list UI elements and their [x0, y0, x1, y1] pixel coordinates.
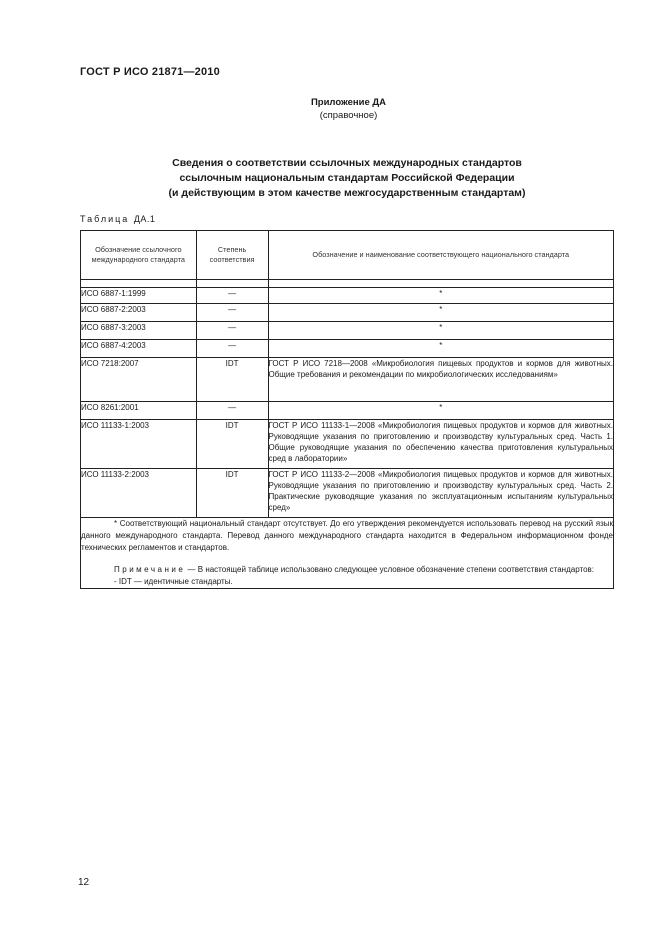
footnote-text: * Соответствующий национальный стандарт отсутствует. До его утверждения рекомендуется использовать перевод на русский язык данного международного стандарта. Перевод данного международного стандарта находится в Федеральном информационном фонде технических регламентов и стандартов. [81, 519, 613, 552]
table-header-row [81, 231, 614, 280]
heading-line-1: Сведения о соответствии ссылочных международных стандартов [172, 157, 522, 169]
table-label-number: ДА.1 [133, 214, 156, 224]
heading-line-3: (и действующим в этом качестве межгосударственным стандартам) [168, 187, 526, 199]
table-footnote-cell [81, 518, 614, 589]
note-paragraph [81, 564, 613, 576]
table-row [81, 358, 614, 402]
cell-ref: ИСО 6887-4:2003 [81, 340, 197, 358]
cell-ref: ИСО 11133-2:2003 [81, 469, 197, 518]
cell-standard: ГОСТ Р ИСО 7218—2008 «Микробиология пищевых продуктов и кормов для животных. Общие требования и рекомендации по микробиологических исследованиям» [268, 358, 614, 402]
note-text: — В настоящей таблице использовано следующее условное обозначение степени соответствия стандартов: [185, 565, 594, 574]
note-item: - IDT — идентичные стандарты. [114, 577, 233, 586]
cell-standard: * [268, 304, 614, 322]
table-row [81, 402, 614, 420]
table-row [81, 288, 614, 304]
cell-standard: * [268, 288, 614, 304]
cell-degree: IDT [196, 469, 268, 518]
annex-subtitle: (справочное) [319, 110, 378, 121]
document-code: ГОСТ Р ИСО 21871—2010 [80, 66, 220, 78]
cell-standard: * [268, 322, 614, 340]
cell-degree: — [196, 322, 268, 340]
cell-ref: ИСО 6887-2:2003 [81, 304, 197, 322]
cell-ref: ИСО 7218:2007 [81, 358, 197, 402]
cell-degree: IDT [196, 358, 268, 402]
table-footnote-row [81, 518, 614, 589]
table-row [81, 304, 614, 322]
table-row [81, 469, 614, 518]
table-label [80, 214, 155, 224]
cell-degree: — [196, 304, 268, 322]
table-row [81, 420, 614, 469]
cell-degree: IDT [196, 420, 268, 469]
cell-degree: — [196, 340, 268, 358]
page-number: 12 [78, 877, 90, 888]
table-label-word: Таблица [80, 214, 130, 224]
cell-standard: * [268, 340, 614, 358]
cell-ref: ИСО 6887-1:1999 [81, 288, 197, 304]
standards-table [80, 230, 614, 589]
header-ref: Обозначение ссылочного международного стандарта [81, 231, 197, 280]
cell-degree: — [196, 402, 268, 420]
cell-standard: ГОСТ Р ИСО 11133-2—2008 «Микробиология пищевых продуктов и кормов для животных. Руководящие указания по приготовлению и производству культуральных сред. Часть 2. Практические руководящие указания по эксплуатационным испытаниям культуральных сред» [268, 469, 614, 518]
table-row [81, 322, 614, 340]
header-standard: Обозначение и наименование соответствующего национального стандарта [268, 231, 614, 280]
heading-line-2: ссылочным национальным стандартам Российской Федерации [179, 172, 515, 184]
note-title: Примечание [114, 565, 186, 574]
header-degree: Степень соответствия [196, 231, 268, 280]
cell-ref: ИСО 6887-3:2003 [81, 322, 197, 340]
cell-degree: — [196, 288, 268, 304]
cell-standard: * [268, 402, 614, 420]
cell-ref: ИСО 8261:2001 [81, 402, 197, 420]
annex-title: Приложение ДА [310, 97, 387, 108]
annex-header [0, 96, 661, 122]
cell-ref: ИСО 11133-1:2003 [81, 420, 197, 469]
table-gap-row [81, 280, 614, 288]
section-heading [80, 156, 614, 201]
cell-standard: ГОСТ Р ИСО 11133-1—2008 «Микробиология пищевых продуктов и кормов для животных. Руководящие указания по приготовлению и производству культуральных сред. Часть 1. Общие руководящие указания по обеспечению качества приготовления культуральных сред в лаборатории» [268, 420, 614, 469]
table-row [81, 340, 614, 358]
